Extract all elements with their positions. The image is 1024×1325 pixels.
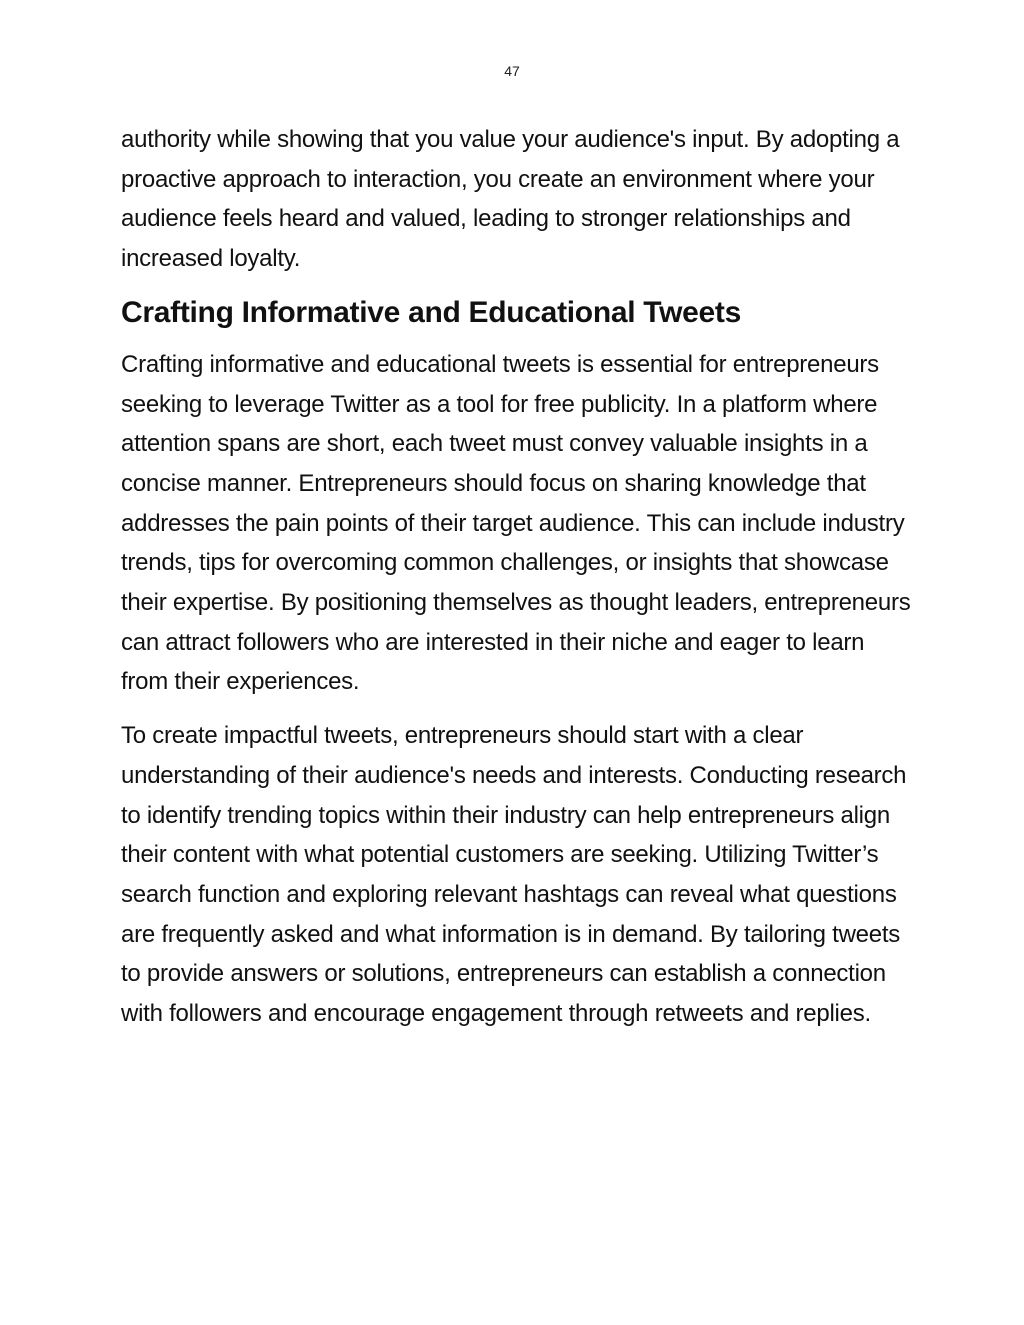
body-paragraph-2: To create impactful tweets, entrepreneurs should start with a clear understanding of their audience's needs and interests. Conducting research to identify trending topics within their industry can help entrepreneurs align their content with what potential customers are seeking. Utilizing Twitter’s search function and exploring relevant hashtags can reveal what questions are frequently asked and what information is in demand. By tailoring tweets to provide answers or solutions, entrepreneurs can establish a connection with followers and encourage engagement through retweets and replies.	[121, 722, 907, 1028]
page-number: 47	[504, 63, 520, 79]
page-body	[121, 120, 911, 1034]
intro-paragraph: authority while showing that you value your audience's input. By adopting a proactive approach to interaction, you create an environment where your audience feels heard and valued, leading to stronger relationships and increased loyalty.	[121, 126, 900, 273]
body-paragraph-1: Crafting informative and educational tweets is essential for entrepreneurs seeking to leverage Twitter as a tool for free publicity. In a platform where attention spans are short, each tweet must convey valuable insights in a concise manner. Entrepreneurs should focus on sharing knowledge that addresses the pain points of their target audience. This can include industry trends, tips for overcoming common challenges, or insights that showcase their expertise. By positioning themselves as thought leaders, entrepreneurs can attract followers who are interested in their niche and eager to learn from their experiences.	[121, 350, 911, 696]
section-heading: Crafting Informative and Educational Tweets	[121, 295, 741, 329]
